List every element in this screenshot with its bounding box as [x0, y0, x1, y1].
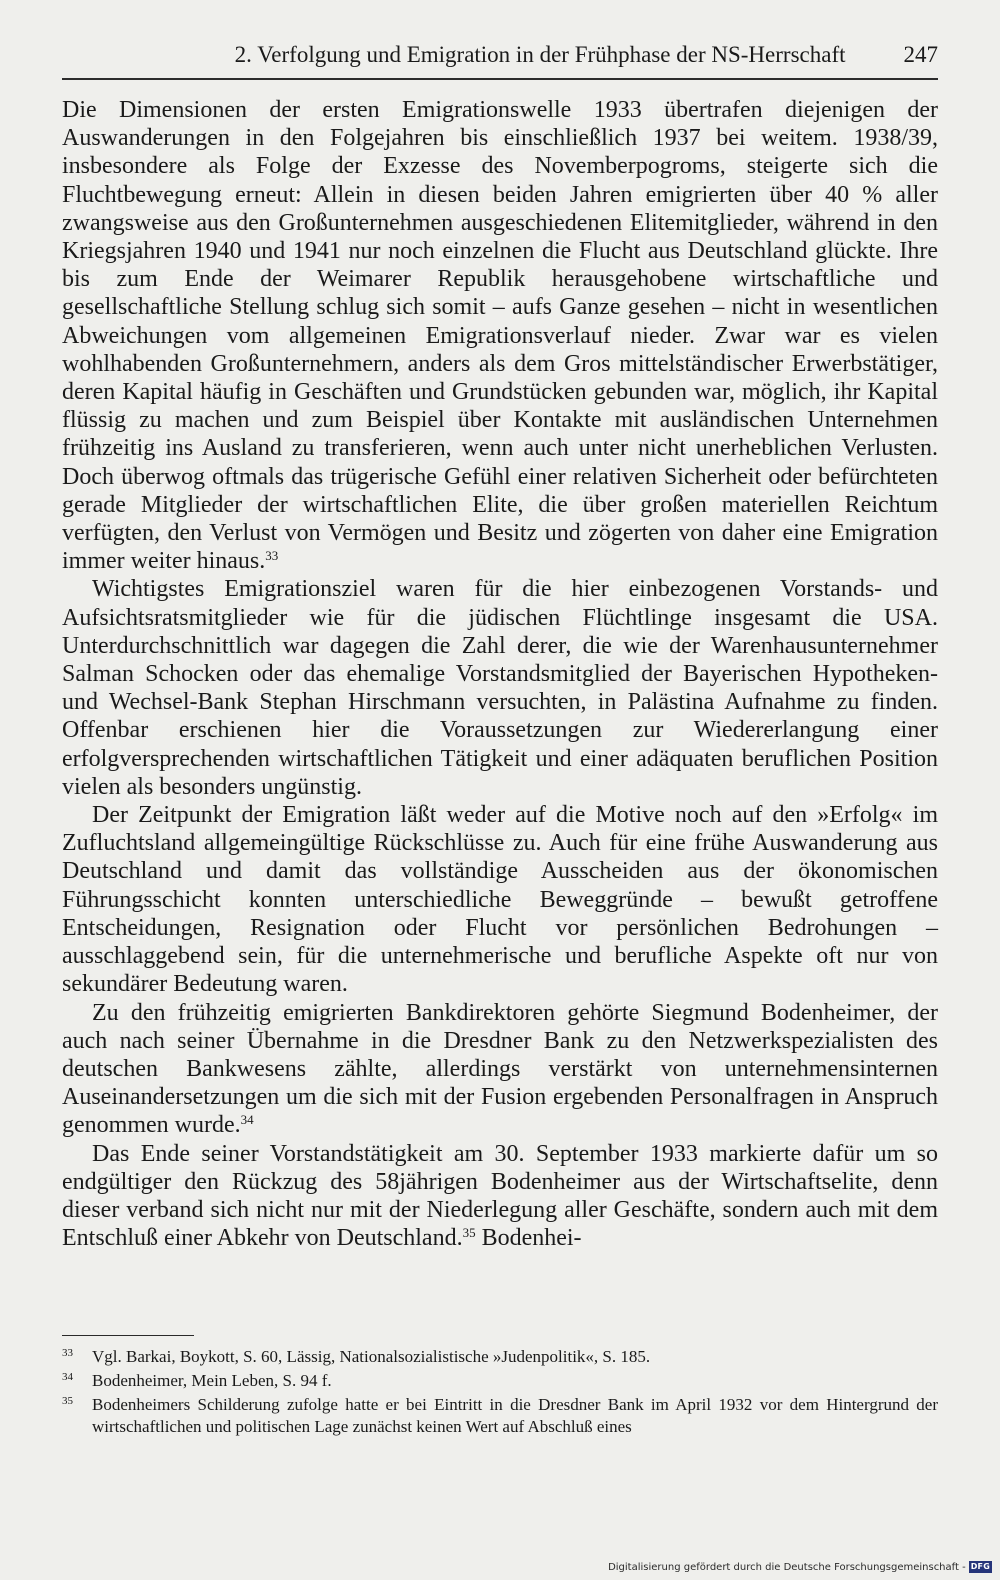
page-number: 247	[903, 42, 938, 67]
paragraph-text: Das Ende seiner Vorstandstätigkeit am 30. September 1933 markierte dafür um so endgültiger den Rückzug des 58jährigen Bodenheimer aus der Wirtschaftselite, denn dieser verband sich nicht nur mit der Niederlegung aller Geschäfte, sondern auch mit dem Entschluß einer Abkehr von Deutschland.	[62, 1140, 938, 1252]
running-header	[62, 40, 938, 80]
digitization-credit-text: Digitalisierung gefördert durch die Deutsche Forschungsgemeinschaft -	[608, 1561, 966, 1573]
footnote-reference-33: 33	[265, 548, 279, 564]
footnote-reference-35: 35	[462, 1225, 476, 1241]
dfg-logo-icon: DFG	[970, 1562, 990, 1571]
digitization-credit	[608, 1560, 992, 1574]
footnote-reference-34: 34	[240, 1112, 254, 1128]
paragraph-5	[62, 1140, 938, 1253]
footnote-34	[62, 1370, 938, 1392]
paragraph-continuation: Bodenhei-	[475, 1225, 582, 1252]
paragraph-4	[62, 999, 938, 1140]
paragraph-text: Der Zeitpunkt der Emigration läßt weder auf die Motive noch auf den »Erfolg« im Zufluchtsland allgemeingültige Rückschlüsse zu. Auch für eine frühe Auswanderung aus Deutschland und damit das vollständige Ausscheiden aus der ökonomischen Führungsschicht konnten unterschiedliche Beweggründe – bewußt getroffene Entscheidungen, Resignation oder Flucht vor persönlichen Bedrohungen – ausschlaggebend sein, für die unternehmerische und berufliche Aspekte oft nur von sekundärer Bedeutung waren.	[62, 802, 938, 998]
paragraph-3	[62, 801, 938, 998]
footnote-number: 33	[62, 1347, 73, 1359]
footnote-35	[62, 1394, 938, 1438]
footnote-number: 34	[62, 1371, 73, 1383]
footnote-number: 35	[62, 1395, 73, 1407]
running-header-title: 2. Verfolgung und Emigration in der Frühphase der NS-Herrschaft	[234, 42, 846, 67]
footnote-text: Vgl. Barkai, Boykott, S. 60, Lässig, Nationalsozialistische »Judenpolitik«, S. 185.	[92, 1347, 651, 1366]
paragraph-1	[62, 96, 938, 575]
footnote-text: Bodenheimer, Mein Leben, S. 94 f.	[92, 1371, 332, 1390]
paragraph-text: Die Dimensionen der ersten Emigrationswelle 1933 übertrafen diejenigen der Auswanderungen in den Folgejahren bis einschließlich 1937 bei weitem. 1938/39, insbesondere als Folge der Exzesse des Novemberpogroms, steigerte sich die Fluchtbewegung erneut: Allein in diesen beiden Jahren emigrierten über 40 % aller zwangsweise aus den Großunternehmen ausgeschiedenen Elitemitglieder, während in den Kriegsjahren 1940 und 1941 nur noch einzelnen die Flucht aus Deutschland glückte. Ihre bis zum Ende der Weimarer Republik herausgehobene wirtschaftliche und gesellschaftliche Stellung schlug sich somit – aufs Ganze gesehen – nicht in wesentlichen Abweichungen vom allgemeinen Emigrationsverlauf nieder. Zwar war es vielen wohlhabenden Großunternehmern, anders als dem Gros mittelständischer Erwerbstätiger, deren Kapital häufig in Geschäften und Grundstücken gebunden war, möglich, ihr Kapital flüssig zu machen und zum Beispiel über Kontakte mit ausländischen Unternehmen frühzeitig ins Ausland zu transferieren, wenn auch unter nicht unerheblichen Verlusten. Doch überwog oftmals das trügerische Gefühl einer relativen Sicherheit oder befürchteten gerade Mitglieder der wirtschaftlichen Elite, die über großen materiellen Reichtum verfügten, den Verlust von Vermögen und Besitz und zögerten von daher eine Emigration immer weiter hinaus.	[62, 97, 938, 575]
footnotes	[62, 1346, 938, 1440]
body-text	[62, 96, 938, 1252]
paragraph-2	[62, 575, 938, 801]
footnote-33	[62, 1346, 938, 1368]
footnote-divider	[62, 1335, 194, 1336]
paragraph-text: Zu den frühzeitig emigrierten Bankdirektoren gehörte Siegmund Bodenheimer, der auch nach seiner Übernahme in die Dresdner Bank zu den Netzwerkspezialisten des deutschen Bankwesens zählte, allerdings verstärkt von unternehmensinternen Auseinandersetzungen um die sich mit der Fusion ergebenden Personalfragen in Anspruch genommen wurde.	[62, 999, 938, 1139]
paragraph-text: Wichtigstes Emigrationsziel waren für die hier einbezogenen Vorstands- und Aufsichtsratsmitglieder wie für die jüdischen Flüchtlinge insgesamt die USA. Unterdurchschnittlich war dagegen die Zahl derer, die wie der Warenhausunternehmer Salman Schocken oder das ehemalige Vorstandsmitglied der Bayerischen Hypotheken- und Wechsel-Bank Stephan Hirschmann versuchten, in Palästina Aufnahme zu finden. Offenbar erschienen hier die Voraussetzungen zur Wiedererlangung einer erfolgversprechenden wirtschaftlichen Tätigkeit und einer adäquaten beruflichen Position vielen als besonders ungünstig.	[62, 576, 938, 800]
footnote-text: Bodenheimers Schilderung zufolge hatte er bei Eintritt in die Dresdner Bank im April 1932 vor dem Hintergrund der wirtschaftlichen und politischen Lage zunächst keinen Wert auf Abschluß eines	[92, 1395, 938, 1436]
